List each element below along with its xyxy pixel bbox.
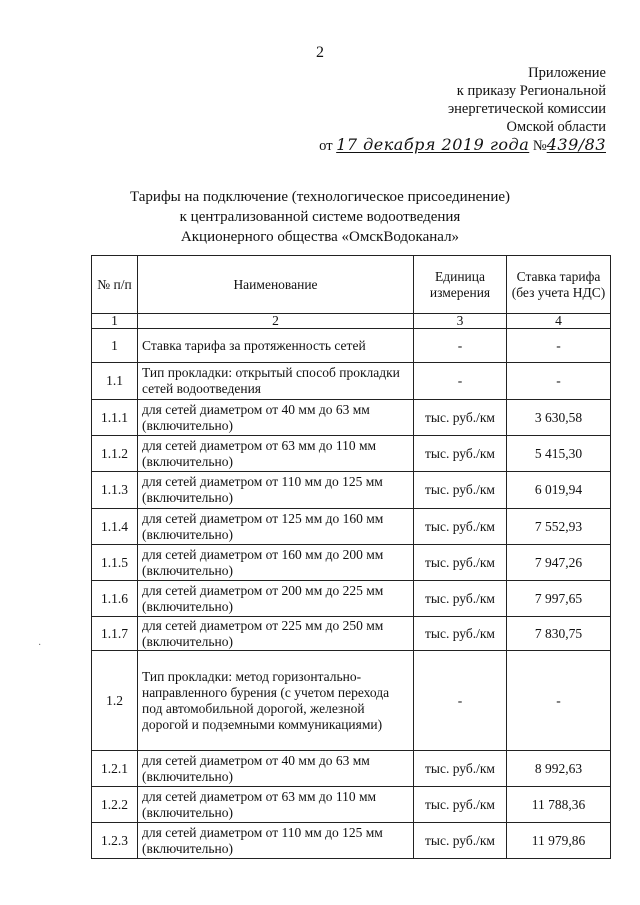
table-row [92,787,611,823]
row-rate: - [507,651,611,751]
title-line: Тарифы на подключение (технологическое присоединение) [129,189,511,205]
order-line [319,136,606,155]
row-name: для сетей диаметром от 40 мм до 63 мм (включительно) [138,751,414,787]
appendix-block [319,64,606,155]
table-header-row [92,256,611,314]
row-unit: тыс. руб./км [414,617,507,651]
table-row [92,545,611,581]
title-line: к централизованной системе водоотведения [179,209,461,225]
table-row [92,436,611,472]
row-rate: 8 992,63 [507,751,611,787]
table-row [92,581,611,617]
row-number: 1.1.6 [92,581,138,617]
row-rate: 7 997,65 [507,581,611,617]
row-unit: тыс. руб./км [414,545,507,581]
margin-mark: · [38,640,42,651]
row-name: для сетей диаметром от 200 мм до 225 мм (включительно) [138,581,414,617]
row-name: для сетей диаметром от 110 мм до 125 мм (включительно) [138,823,414,859]
row-name: для сетей диаметром от 125 мм до 160 мм (включительно) [138,509,414,545]
table-row [92,400,611,436]
row-rate: 7 947,26 [507,545,611,581]
row-name: для сетей диаметром от 160 мм до 200 мм (включительно) [138,545,414,581]
header-unit: Единица измерения [414,256,507,314]
row-number: 1.1.4 [92,509,138,545]
table-index-row [92,314,611,329]
header-rate: Ставка тарифа (без учета НДС) [507,256,611,314]
index-cell: 1 [92,314,138,329]
table-row [92,509,611,545]
row-unit: тыс. руб./км [414,509,507,545]
table-row [92,472,611,509]
row-unit: - [414,363,507,400]
table-row [92,363,611,400]
row-rate: 7 552,93 [507,509,611,545]
row-unit: тыс. руб./км [414,823,507,859]
header-name: Наименование [138,256,414,314]
appendix-line: энергетической комиссии [447,101,606,117]
order-number: 439/83 [546,135,606,154]
row-unit: тыс. руб./км [414,400,507,436]
appendix-line: Приложение [528,65,606,81]
table-row [92,823,611,859]
row-name: для сетей диаметром от 225 мм до 250 мм (включительно) [138,617,414,651]
row-unit: тыс. руб./км [414,751,507,787]
row-number: 1.1.3 [92,472,138,509]
row-unit: тыс. руб./км [414,581,507,617]
row-number: 1 [92,329,138,363]
row-rate: 7 830,75 [507,617,611,651]
row-name: для сетей диаметром от 63 мм до 110 мм (включительно) [138,787,414,823]
tariff-table [91,255,611,859]
row-name: для сетей диаметром от 40 мм до 63 мм (включительно) [138,400,414,436]
row-number: 1.2.3 [92,823,138,859]
row-unit: тыс. руб./км [414,436,507,472]
row-rate: - [507,329,611,363]
index-cell: 4 [507,314,611,329]
row-name: Ставка тарифа за протяженность сетей [138,329,414,363]
row-unit: - [414,329,507,363]
index-cell: 2 [138,314,414,329]
document-title [0,187,640,247]
row-number: 1.2 [92,651,138,751]
row-name: Тип прокладки: открытый способ прокладки сетей водоотведения [138,363,414,400]
row-rate: 6 019,94 [507,472,611,509]
row-name: для сетей диаметром от 110 мм до 125 мм (включительно) [138,472,414,509]
row-unit: тыс. руб./км [414,472,507,509]
row-rate: 3 630,58 [507,400,611,436]
row-number: 1.1.2 [92,436,138,472]
row-number: 1.2.2 [92,787,138,823]
order-date: 17 декабря 2019 года [336,135,530,154]
row-rate: 11 979,86 [507,823,611,859]
appendix-line: к приказу Региональной [456,83,606,99]
row-rate: - [507,363,611,400]
row-name: для сетей диаметром от 63 мм до 110 мм (включительно) [138,436,414,472]
row-unit: тыс. руб./км [414,787,507,823]
row-rate: 11 788,36 [507,787,611,823]
table-row [92,329,611,363]
row-number: 1.1.5 [92,545,138,581]
row-name: Тип прокладки: метод горизонтально-направленного бурения (с учетом перехода под автомобильной дорогой, железной дорогой и подземными коммуникациями) [138,651,414,751]
page-number: 2 [316,44,324,61]
row-number: 1.1.1 [92,400,138,436]
row-unit: - [414,651,507,751]
row-number: 1.1.7 [92,617,138,651]
order-prefix: от [319,138,333,154]
row-number: 1.1 [92,363,138,400]
table-row [92,651,611,751]
order-no-prefix: № [532,138,547,154]
header-num: № п/п [92,256,138,314]
table-row [92,617,611,651]
row-rate: 5 415,30 [507,436,611,472]
appendix-line: Омской области [506,119,606,135]
title-line: Акционерного общества «ОмскВодоканал» [180,229,460,245]
table-row [92,751,611,787]
index-cell: 3 [414,314,507,329]
row-number: 1.2.1 [92,751,138,787]
